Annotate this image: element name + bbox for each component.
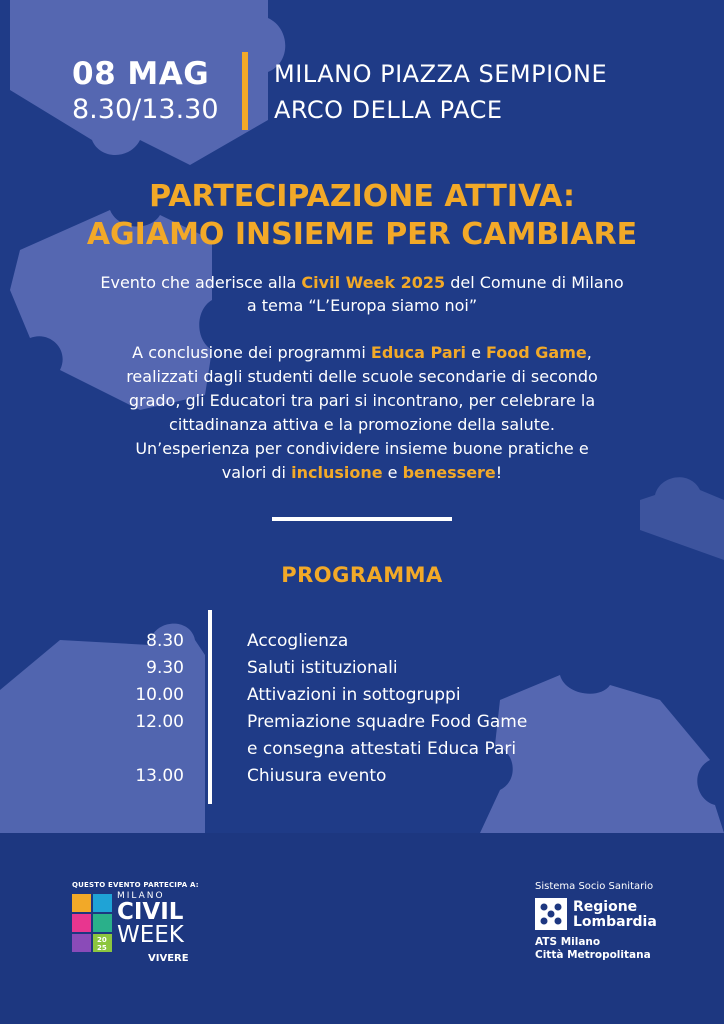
- desc-line-1: [0, 341, 724, 365]
- desc-line-4: cittadinanza attiva e la promozione della salute.: [169, 415, 555, 434]
- programma-item: [0, 766, 724, 792]
- programma-label: Accoglienza: [247, 631, 349, 651]
- ats-line-2: Città Metropolitana: [535, 949, 651, 961]
- benessere-highlight: benessere: [402, 463, 496, 482]
- desc-line-5: Un’esperienza per condividere insieme buone pratiche e: [135, 439, 589, 458]
- programma-time: 9.30: [146, 658, 184, 678]
- programma-item: [0, 685, 724, 711]
- intro-text: [0, 271, 724, 317]
- event-date: 08 MAG: [72, 56, 210, 92]
- programma-item: [0, 712, 724, 738]
- food-game-highlight: Food Game: [486, 343, 587, 362]
- civil-week-highlight: Civil Week 2025: [301, 273, 446, 292]
- regione-name-line-1: Regione: [573, 899, 638, 915]
- event-time: 8.30/13.30: [72, 94, 219, 125]
- regione-name-line-2: Lombardia: [573, 914, 657, 930]
- intro-line-2: a tema “L’Europa siamo noi”: [246, 296, 478, 315]
- programma-label: Chiusura evento: [247, 766, 387, 786]
- intro-line-1: [0, 271, 724, 294]
- programma-time: 12.00: [135, 712, 184, 732]
- title-line-1: PARTECIPAZIONE ATTIVA:: [149, 179, 575, 214]
- ats-line-1: ATS Milano: [535, 936, 601, 948]
- ats-milano: [535, 936, 651, 962]
- programma-label: Attivazioni in sottogruppi: [247, 685, 461, 705]
- regione-emblem-icon: [535, 898, 567, 930]
- venue-line-1: MILANO PIAZZA SEMPIONE: [274, 60, 608, 88]
- desc-line-6: [0, 461, 724, 485]
- civil-week-vivere: VIVERE: [148, 953, 189, 964]
- desc-l6-mid: e: [382, 463, 403, 482]
- programma-item: [0, 739, 724, 765]
- educa-pari-highlight: Educa Pari: [370, 343, 466, 362]
- desc-l1-mid: e: [465, 343, 486, 362]
- title-line-2: AGIAMO INSIEME PER CAMBIARE: [86, 217, 638, 252]
- programma-item: [0, 631, 724, 657]
- programma-time: 10.00: [135, 685, 184, 705]
- desc-l6-post: !: [495, 463, 503, 482]
- section-divider: [272, 517, 452, 521]
- header-divider: [242, 52, 248, 130]
- civil-week-week: WEEK: [117, 922, 184, 948]
- intro-pre: Evento che aderisce alla: [100, 273, 302, 292]
- year-top: 20: [97, 936, 107, 944]
- civil-week-caption: QUESTO EVENTO PARTECIPA A:: [72, 881, 199, 889]
- programma-item: [0, 658, 724, 684]
- programma-time: 8.30: [146, 631, 184, 651]
- venue-line-2: ARCO DELLA PACE: [274, 96, 503, 124]
- event-header: [0, 52, 724, 132]
- year-bottom: 25: [97, 944, 107, 952]
- inclusione-highlight: inclusione: [291, 463, 383, 482]
- civil-week-civil: CIVIL: [117, 899, 184, 925]
- programma-label: e consegna attestati Educa Pari: [247, 739, 517, 759]
- programma-title: PROGRAMMA: [281, 563, 443, 587]
- programma-time: 13.00: [135, 766, 184, 786]
- desc-l6-pre: valori di: [221, 463, 292, 482]
- description-text: [0, 341, 724, 485]
- programma-label: Premiazione squadre Food Game: [247, 712, 528, 732]
- desc-l1-pre: A conclusione dei programmi: [132, 343, 371, 362]
- regione-name: [573, 900, 657, 930]
- regione-caption: Sistema Socio Sanitario: [535, 881, 654, 892]
- civil-week-milano: MILANO: [117, 891, 165, 901]
- programma-label: Saluti istituzionali: [247, 658, 398, 678]
- puzzle-tiles-icon: [72, 894, 114, 952]
- desc-l1-post: ,: [586, 343, 592, 362]
- desc-line-2: realizzati dagli studenti delle scuole secondarie di secondo: [126, 367, 598, 386]
- event-title: [0, 178, 724, 254]
- desc-line-3: grado, gli Educatori tra pari si incontrano, per celebrare la: [128, 391, 596, 410]
- intro-post: del Comune di Milano: [445, 273, 624, 292]
